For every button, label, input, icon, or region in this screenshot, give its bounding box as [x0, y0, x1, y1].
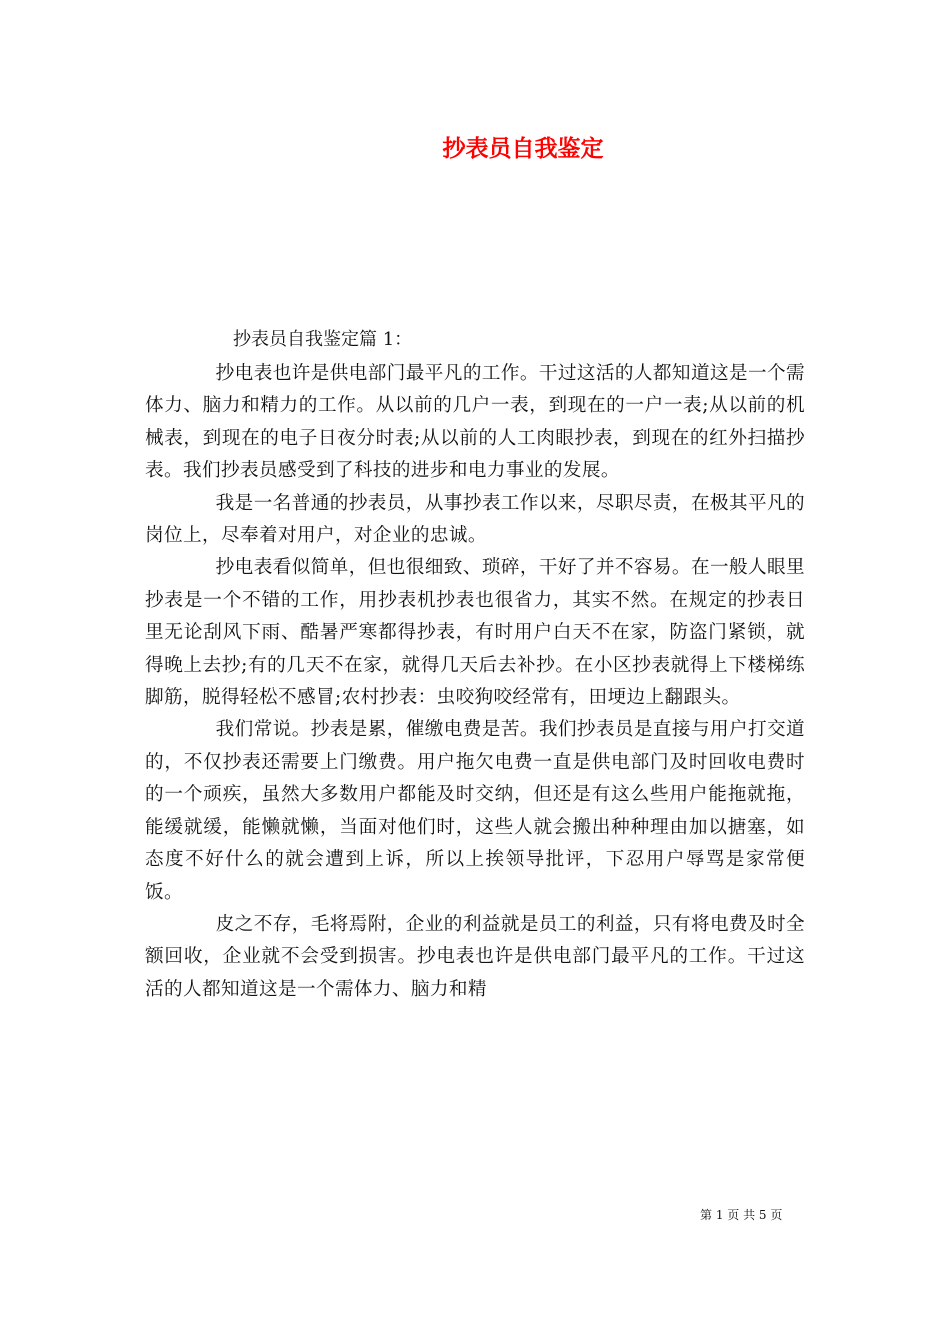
paragraph: 抄电表看似简单，但也很细致、琐碎，干好了并不容易。在一般人眼里抄表是一个不错的工作，用抄表机抄表也很省力，其实不然。在规定的抄表日里无论刮风下雨、酷暑严寒都得抄表，有时用户白天不在家，防盗门紧锁，就得晚上去抄;有的几天不在家，就得几天后去补抄。在小区抄表就得上下楼梯练脚筋，脱得轻松不感冒;农村抄表：虫咬狗咬经常有，田埂边上翻跟头。 — [145, 557, 805, 709]
page-number-footer: 第 1 页 共 5 页 — [700, 1208, 783, 1222]
section-heading: 抄表员自我鉴定篇 1： — [233, 329, 413, 350]
paragraph: 抄电表也许是供电部门最平凡的工作。干过这活的人都知道这是一个需体力、脑力和精力的工作。从以前的几户一表，到现在的一户一表;从以前的机械表，到现在的电子日夜分时表;从以前的人工肉眼抄表，到现在的红外扫描抄表。我们抄表员感受到了科技的进步和电力事业的发展。 — [145, 363, 805, 482]
paragraph: 我是一名普通的抄表员，从事抄表工作以来，尽职尽责，在极其平凡的岗位上，尽奉着对用户，对企业的忠诚。 — [145, 492, 805, 547]
paragraph: 我们常说。抄表是累，催缴电费是苦。我们抄表员是直接与用户打交道的，不仅抄表还需要上门缴费。用户拖欠电费一直是供电部门及时回收电费时的一个顽疾，虽然大多数用户都能及时交纳，但还是有这么些用户能拖就拖，能缓就缓，能懒就懒，当面对他们时，这些人就会搬出种种理由加以搪塞，如态度不好什么的就会遭到上诉，所以上挨领导批评，下忍用户辱骂是家常便饭。 — [145, 719, 805, 903]
document-title: 抄表员自我鉴定 — [442, 136, 604, 162]
document-body — [145, 358, 805, 1006]
paragraph: 皮之不存，毛将焉附，企业的利益就是员工的利益，只有将电费及时全额回收，企业就不会受到损害。抄电表也许是供电部门最平凡的工作。干过这活的人都知道这是一个需体力、脑力和精 — [145, 913, 805, 1000]
